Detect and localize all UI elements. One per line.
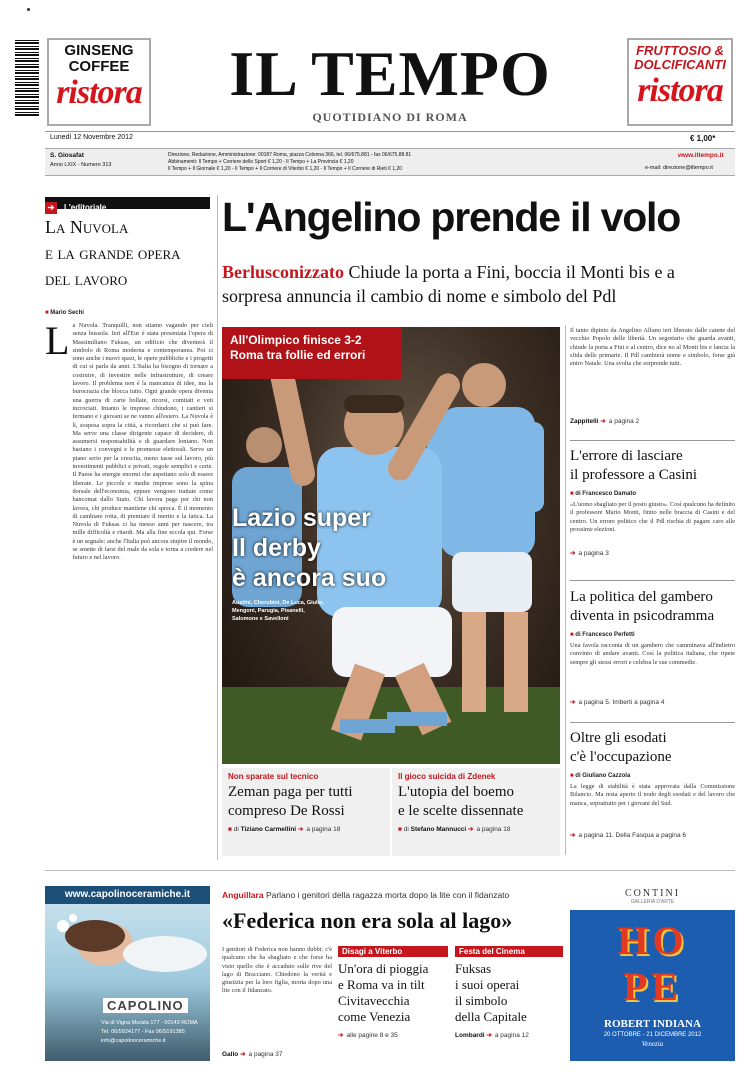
editorial-label: ➔ L'editoriale — [45, 197, 210, 209]
ad-artist: ROBERT INDIANA — [604, 1018, 701, 1030]
lead-body: Il tanto dipinto da Angelino Alfano ieri liberato dalle catene del vecchio Popolo delle libertà. Un segretario che guarda avanti, chiude la porta a Fini e al centro, dice no al Monti bis e lancia la sfida delle primarie. Il Pdl cambierà nome e simbolo, forse già entro Natale. Una svolta che sorprende tutti. Zappitelli ➔ a pagina 2 — [570, 327, 735, 425]
ad-line-2: COFFEE — [68, 58, 130, 75]
ad-artwork: HOPE — [617, 918, 688, 1009]
barcode — [15, 38, 39, 116]
issue-date: Lunedì 12 Novembre 2012 — [50, 134, 133, 141]
ad-line-2: DOLCIFICANTI — [634, 57, 726, 72]
ad-brand: ristora — [56, 74, 142, 111]
photo-authors: Austini, Cherubini, De Luca, Giulio, Mengoni, Parugia, Pisanelli, Salomone e Savelloni — [232, 600, 324, 622]
issue-price: € 1,00* — [690, 134, 716, 143]
email-link[interactable]: e-mail: direzione@iltempo.it — [645, 165, 713, 171]
ad-brand: CAPOLINO — [103, 998, 188, 1013]
masthead-title: IL TEMPO — [229, 38, 551, 109]
ad-dates: 20 OTTOBRE - 21 DICEMBRE 2012 — [603, 1032, 702, 1038]
bottom-body: I genitori di Federica non hanno dubbi: c'è qualcuno che ha sbagliato e che forse ha visto quello che è accaduto sulle rive del lago di Bracciano. Chiedono la verità e giustizia per la loro figlia, morta dopo una lite con il fidanzato. Gallo ➔ a pagina 37 — [222, 946, 332, 1058]
column-article-gambero[interactable]: La politica del gambero diventa in psicodramma ■ di Francesco Perfetti Una favola racconta di un gambero che camminava all'indietro convinto di andare avanti. Così la politica italiana, che ripete sempre gli stessi errori e celebra le sue commedie. ➔ a pagina 5. Imberti a pagina 4 — [570, 589, 735, 706]
arrow-icon: ➔ — [45, 202, 57, 214]
ad-phone: Tel. 06/5924177 - Fax 06/5191385 — [101, 1029, 185, 1035]
ad-line-1: FRUTTOSIO & — [636, 43, 724, 58]
ad-address: Via di Vigna Murata 177 - 00143 ROMA — [101, 1020, 198, 1026]
ad-brand: ristora — [637, 72, 723, 109]
bottom-headline[interactable]: «Federica non era sola al lago» — [222, 908, 513, 933]
column-article-casini[interactable]: L'errore di lasciare il professore a Casini ■ di Francesco Damato «L'uomo sbagliato per il posto giusto». Così qualcuno ha definito il professore Mario Monti, finito nelle braccia di Casini e del centro. Un errore politico che il Pdl rischia di pagare caro alle prossime elezioni. ➔ a pagina 3 — [570, 448, 735, 557]
masthead-subtitle: QUOTIDIANO DI ROMA — [312, 110, 468, 124]
ad-capolino[interactable] — [45, 886, 210, 1061]
model-illustration — [45, 904, 210, 984]
box-disagi-viterbo[interactable]: Disagi a Viterbo Un'ora di pioggia e Roma va in tilt Civitavecchia come Venezia ➔ alle pagine 8 e 35 — [338, 946, 448, 1061]
saint-of-day: S. Giosafat — [50, 152, 84, 159]
bottom-kicker: Anguillara Parlano i genitori della ragazza morta dopo la lite con il fidanzato — [222, 890, 510, 900]
info-line-3: Il Tempo + Il Giornale € 1,20 - Il Tempo + Il Corriere di Viterbo € 1,20 - Il Tempo + Il Corriere di Rieti € 1,20 — [168, 166, 403, 172]
ad-robert-indiana[interactable] — [570, 886, 735, 1061]
dropcap: L — [45, 322, 70, 363]
info-line-2: Abbinamenti: Il Tempo + Corriere dello Sport € 1,20 - Il Tempo + La Provincia € 1,20 — [168, 159, 354, 165]
column-article-esodati[interactable]: Oltre gli esodati c'è l'occupazione ■ di Giuliano Cazzola La legge di stabilità è stata approvata dalla Commissione Bilancio. Ma resta aperto il nodo degli esodati e del lavoro che manca, soprattutto per i giovani del Sud. ➔ a pagina 11. Della Fasqua a pagina 6 — [570, 730, 735, 839]
box-festa-cinema[interactable]: Festa del Cinema Fuksas i suoi operai il simbolo della Capitale Lombardi ➔ a pagina 12 — [455, 946, 563, 1061]
lead-headline[interactable]: L'Angelino prende il volo — [222, 194, 681, 240]
photo-overlay-badge: All'Olimpico finisce 3-2 Roma tra follie ed errori — [222, 327, 402, 379]
ad-gallery: CONTINI — [624, 888, 681, 899]
year-issue: Anno LXIX - Numero 313 — [50, 162, 112, 168]
lazio-photo[interactable] — [222, 327, 560, 764]
lead-subhead: Berlusconizzato Chiude la porta a Fini, boccia il Monti bis e a sorpresa annuncia il cambio di nome e simbolo del Pdl — [222, 262, 675, 306]
corner-dot — [27, 8, 30, 11]
info-line-1: Direzione, Redazione, Amministrazione: 00187 Roma, piazza Colonna 366, tel. 06/675.881 - fax 06/675.88.81 — [168, 152, 412, 158]
editorial-author: ■ Mario Sechi — [45, 310, 84, 316]
photo-headline: Lazio super Il derby è ancora suo — [232, 504, 387, 592]
sport-box-zdenek[interactable]: Il gioco suicida di Zdenek L'utopia del boemo e le scelte dissennate ■ di Stefano Mannucci ➔ a pagina 18 — [392, 768, 560, 856]
ad-ginseng-coffee[interactable] — [47, 38, 151, 126]
ad-gallery-sub: GALLERIA D'ARTE — [630, 899, 675, 905]
ad-email: info@capolinoceramiche.it — [101, 1038, 166, 1044]
sport-box-zeman[interactable]: Non sparate sul tecnico Zeman paga per tutti compreso De Rossi ■ di Tiziano Carmellini ➔ a pagina 18 — [222, 768, 390, 856]
website-link[interactable]: www.iltempo.it — [678, 152, 724, 159]
ad-url: www.capolinoceramiche.it — [45, 886, 210, 904]
editorial-title[interactable]: La Nuvola e la grande opera del lavoro — [45, 217, 181, 289]
lead-kicker: Berlusconizzato — [222, 262, 344, 282]
editorial-body: L a Nuvola. Tranquilli, non stiamo vagando per cieli senza bussola. Ieri all'Eur è stata presentata l'opera di Massimiliano Fuksas, un edificio che diventerà il simbolo di Roma moderna e contemporanea. Poi ci sono anche i nuovi spazi, le opere pubbliche e i progetti di cui si parla da anni. L'Italia ha bisogno di tornare a costruire, di investire nelle infrastrutture, di creare lavoro. Il problema non è la mancanza di idee, ma la burocrazia che blocca tutto. Ogni grande opera diventa una guerra di carte bollate, ricorsi, comitati e veti incrociati. Intanto le imprese chiudono, i cantieri si fermano e i giovani se ne vanno all'estero. La Nuvola è lì, sospesa sopra la città, a ricordarci che si può fare. Ma serve una classe dirigente capace di decidere, di assumersi responsabilità e di guardare lontano. Non bastano i convegni e le promesse elettorali. Serve un piano serio per la crescita, meno tasse sul lavoro, più investimenti pubblici e privati, regole semplici e certe. Il Paese ha energie enormi che aspettano solo di essere liberate. Le piccole e medie imprese sono la spina dorsale dell'economia, eppure vengono trattate come bancomat dallo Stato. Chi lavora paga per chi non lavora, chi produce mantiene chi spreca. È il momento di cambiare rotta, di premiare il merito e la fatica. La Nuvola di Fuksas ci ha messo anni per nascere, tra mille difficoltà e ritardi. Ma alla fine eccola qui. Forse è un segnale: anche l'Italia può ancora stupire il mondo, se smette di farsi del male da sola e torna a credere nel futuro e nel lavoro. — [45, 322, 213, 562]
ad-city: Venezia — [641, 1040, 664, 1048]
ad-line-1: GINSENG — [64, 42, 134, 59]
ad-fruttosio[interactable] — [627, 38, 733, 126]
